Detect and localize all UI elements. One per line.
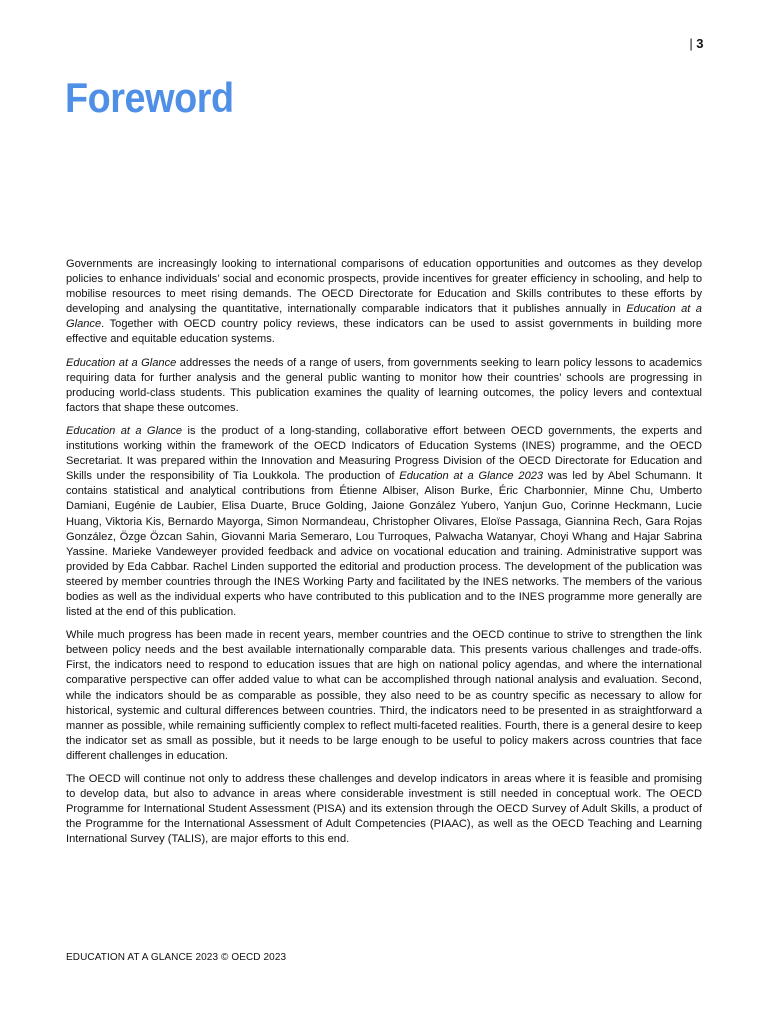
paragraph-text: The OECD will continue not only to address these challenges and develop indicators in areas where it is feasible and promising to develop data, but also to advance in areas where considerable investment is still needed in conceptual work. The OECD Programme for International Student Assessment (PISA) and its extension through the OECD Survey of Adult Skills, a product of the Programme for the International Assessment of Adult Competencies (PIAAC), as well as the OECD Teaching and Learning International Survey (TALIS), are major efforts to this end. (66, 773, 702, 846)
paragraph-text: was led by Abel Schumann. It contains statistical and analytical contributions from Étienne Albiser, Alison Burke, Éric Charbonnier, Minne Chu, Umberto Damiani, Eugénie de Laubier, Elisa Duarte, Bruce Golding, Jaione González Yubero, Yanjun Guo, Corinne Heckmann, Lucie Huang, Viktoria Kis, Bernardo Mayorga, Simon Normandeau, Christopher Olivares, Eloïse Passaga, Giannina Rech, Gara Rojas González, Özge Özcan Sahin, Giovanni Maria Semeraro, Lou Turroques, Palwacha Watanyar, Choyi Whang and Hajar Sabrina Yassine. Marieke Vandeweyer provided feedback and advice on vocational education and training. Administrative support was provided by Eda Cabbar. Rachel Linden supported the editorial and production process. The development of the publication was steered by member countries through the INES Working Party and facilitated by the INES networks. The members of the various bodies as well as the individual experts who have contributed to this publication and to the INES programme more generally are listed at the end of this publication. (66, 470, 702, 619)
paragraph-text: is the product of a long-standing, collaborative effort between OECD governments, the experts and institutions working within the framework of the OECD Indicators of Education Systems (INES) programme, and the OECD Secretariat. It was prepared within the Innovation and Measuring Progress Division of the OECD Directorate for Education and Skills under the responsibility of Tia Loukkola. The production of (66, 424, 702, 483)
paragraph-text: addresses the needs of a range of users, from governments seeking to learn policy lessons to academics requiring data for further analysis and the general public wanting to monitor how their countries’ schools are progressing in producing world-class students. This publication examines the quality of learning outcomes, the policy levers and contextual factors that shape these outcomes. (66, 356, 702, 414)
paragraph-text: Governments are increasingly looking to international comparisons of education opportunities and outcomes as they develop policies to enhance individuals’ social and economic prospects, provide incentives for greater efficiency in schooling, and help to mobilise resources to meet rising demands. The OECD Directorate for Education and Skills contributes to these efforts by developing and analysing the quantitative, internationally comparable indicators that it publishes annually in (66, 258, 702, 316)
page-title: Foreword (65, 74, 234, 121)
paragraph (66, 628, 702, 764)
page-footer: EDUCATION AT A GLANCE 2023 © OECD 2023 (66, 952, 287, 963)
paragraph (66, 356, 702, 416)
page-number-value: 3 (696, 36, 704, 51)
paragraph (66, 772, 702, 847)
publication-title: Education at a Glance (66, 303, 702, 331)
paragraph-text: . Together with OECD country policy reviews, these indicators can be used to assist governments in building more effective and equitable education systems. (66, 318, 702, 346)
publication-title: Education at a Glance (66, 356, 177, 369)
body-text (66, 257, 702, 855)
page-number-separator: | (689, 36, 694, 51)
paragraph-text: While much progress has been made in recent years, member countries and the OECD continue to strive to strengthen the link between policy needs and the best available internationally comparable data. This presents various challenges and trade-offs. First, the indicators need to respond to education issues that are high on national policy agendas, and where the international comparative perspective can offer added value to what can be accomplished through national analysis and evaluation. Second, while the indicators should be as comparable as possible, they also need to be as country specific as necessary to allow for historical, systemic and cultural differences between countries. Third, the indicators need to be presented in as straightforward a manner as possible, while remaining sufficiently complex to reflect multi-faceted realities. Fourth, there is a general desire to keep the indicator set as small as possible, but it needs to be large enough to be useful to policy makers across countries that face different challenges in education. (66, 629, 702, 762)
page-number (689, 36, 704, 51)
publication-title: Education at a Glance 2023 (399, 470, 544, 483)
paragraph (66, 257, 702, 348)
publication-title: Education at a Glance (66, 424, 183, 437)
paragraph (66, 424, 702, 620)
